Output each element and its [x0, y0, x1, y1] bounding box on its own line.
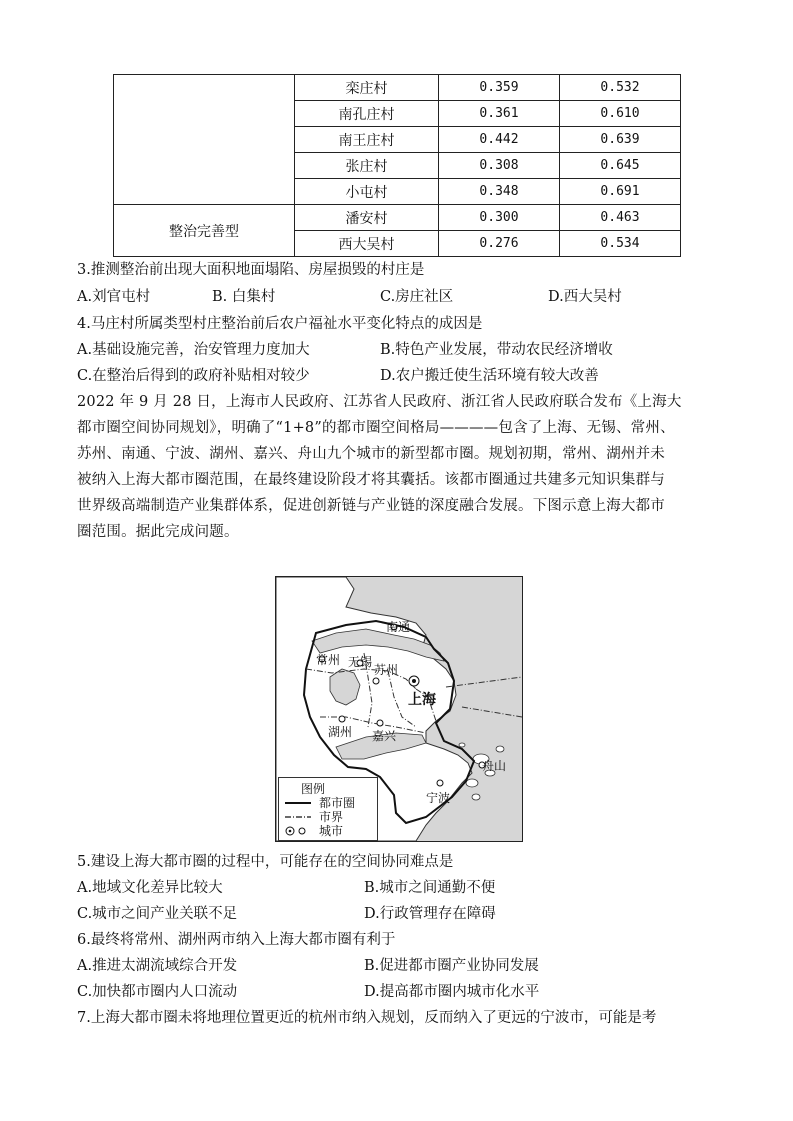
legend-row-metro [283, 796, 377, 810]
q6-option-d: D.提高都市圈内城市化水平 [364, 984, 540, 1000]
welfare-table [113, 74, 681, 257]
village-cell: 西大吴村 [295, 231, 439, 257]
dash-dot-line-icon [283, 810, 313, 824]
type-cell: 整治完善型 [114, 205, 295, 257]
q5-option-c: C.城市之间产业关联不足 [77, 906, 238, 922]
q4-option-d: D.农户搬迁使生活环境有较大改善 [380, 368, 599, 384]
city-label-ningbo: 宁波 [426, 791, 451, 805]
table-row [114, 75, 681, 101]
village-cell: 潘安村 [295, 205, 439, 231]
table-row [114, 205, 681, 231]
passage-line: 2022 年 9 月 28 日，上海市人民政府、江苏省人民政府、浙江省人民政府联合发布《上海大 [77, 394, 682, 410]
shanghai-metro-map [275, 576, 523, 842]
legend-city-label: 城市 [319, 824, 344, 838]
legend-boundary-label: 市界 [319, 810, 344, 824]
after-value: 0.534 [560, 231, 681, 257]
before-value: 0.348 [439, 179, 560, 205]
q4-option-b: B.特色产业发展，带动农民经济增收 [380, 342, 613, 358]
q4-option-c: C.在整治后得到的政府补贴相对较少 [77, 368, 310, 384]
after-value: 0.639 [560, 127, 681, 153]
q5-option-d: D.行政管理存在障碍 [364, 906, 496, 922]
q7-stem: 7.上海大都市圈未将地理位置更近的杭州市纳入规划，反而纳入了更远的宁波市，可能是考 [77, 1010, 657, 1026]
before-value: 0.300 [439, 205, 560, 231]
city-label-changzhou: 常州 [316, 653, 341, 667]
passage-line: 苏州、南通、宁波、湖州、嘉兴、舟山九个城市的新型都市圈。规划初期，常州、湖州并未 [77, 446, 665, 462]
passage-line: 被纳入上海大都市圈范围，在最终建设阶段才将其囊括。该都市圈通过共建多元知识集群与 [77, 472, 665, 488]
passage-line: 都市圈空间协同规划》，明确了“1+8”的都市圈空间格局————包含了上海、无锡、常州、 [77, 420, 675, 436]
passage-line: 圈范围。据此完成问题。 [77, 524, 239, 540]
solid-line-icon [283, 796, 313, 810]
q6-stem: 6.最终将常州、湖州两市纳入上海大都市圈有利于 [77, 932, 396, 948]
q4-option-a: A.基础设施完善，治安管理力度加大 [77, 342, 310, 358]
city-label-shanghai: 上海 [408, 692, 436, 708]
city-label-nantong: 南通 [386, 620, 411, 634]
before-value: 0.359 [439, 75, 560, 101]
legend-metro-label: 都市圈 [319, 796, 356, 810]
q3-stem: 3.推测整治前出现大面积地面塌陷、房屋损毁的村庄是 [77, 262, 425, 278]
legend-row-city [283, 824, 377, 838]
q5-stem: 5.建设上海大都市圈的过程中，可能存在的空间协同难点是 [77, 854, 454, 870]
legend-title: 图例 [301, 782, 326, 796]
city-label-huzhou: 湖州 [328, 725, 353, 739]
q4-stem: 4.马庄村所属类型村庄整治前后农户福祉水平变化特点的成因是 [77, 316, 483, 332]
type-cell-empty [114, 75, 295, 205]
before-value: 0.442 [439, 127, 560, 153]
before-value: 0.361 [439, 101, 560, 127]
q5-option-a: A.地域文化差异比较大 [77, 880, 223, 896]
after-value: 0.645 [560, 153, 681, 179]
before-value: 0.308 [439, 153, 560, 179]
after-value: 0.532 [560, 75, 681, 101]
legend-row-boundary [283, 810, 377, 824]
q6-option-c: C.加快都市圈内人口流动 [77, 984, 238, 1000]
q3-option-d: D.西大吴村 [548, 289, 622, 305]
village-cell: 张庄村 [295, 153, 439, 179]
city-label-zhoushan: 舟山 [482, 759, 507, 773]
village-cell: 南王庄村 [295, 127, 439, 153]
village-cell: 南孔庄村 [295, 101, 439, 127]
q3-option-b: B. 白集村 [212, 289, 276, 305]
city-label-wuxi: 无锡 [348, 655, 373, 669]
city-symbol-icon [283, 824, 313, 838]
after-value: 0.610 [560, 101, 681, 127]
q3-option-a: A.刘官屯村 [77, 289, 151, 305]
q6-option-b: B.促进都市圈产业协同发展 [364, 958, 539, 974]
passage-line: 世界级高端制造产业集群体系，促进创新链与产业链的深度融合发展。下图示意上海大都市 [77, 498, 665, 514]
q5-option-b: B.城市之间通勤不便 [364, 880, 496, 896]
after-value: 0.463 [560, 205, 681, 231]
q3-option-c: C.房庄社区 [380, 289, 454, 305]
after-value: 0.691 [560, 179, 681, 205]
village-cell: 栾庄村 [295, 75, 439, 101]
city-label-jiaxing: 嘉兴 [372, 729, 397, 743]
before-value: 0.276 [439, 231, 560, 257]
village-cell: 小屯村 [295, 179, 439, 205]
city-label-suzhou: 苏州 [374, 663, 399, 677]
map-legend [278, 777, 378, 841]
q6-option-a: A.推进太湖流域综合开发 [77, 958, 238, 974]
